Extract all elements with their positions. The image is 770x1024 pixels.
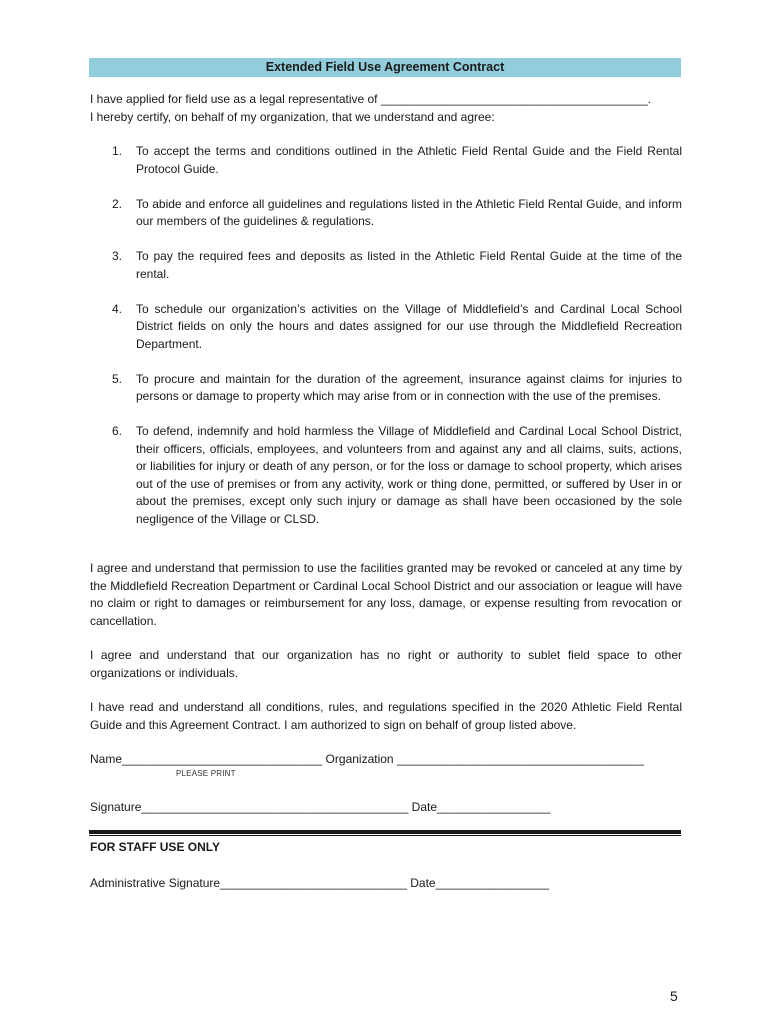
intro-line-representative: I have applied for field use as a legal representative of ________________________________________. bbox=[90, 92, 652, 106]
staff-use-heading: FOR STAFF USE ONLY bbox=[90, 840, 221, 854]
list-text: To schedule our organization’s activities on the Village of Middlefield’s and Cardinal Local School District fields on only the hours and dates assigned for our use through the Middlefield Recreation Department. bbox=[136, 301, 682, 351]
list-item bbox=[112, 196, 682, 231]
list-number: 4. bbox=[112, 301, 123, 316]
list-item bbox=[112, 371, 682, 406]
list-number: 3. bbox=[112, 249, 123, 263]
section-divider-thin bbox=[89, 835, 681, 836]
list-text: To abide and enforce all guidelines and regulations listed in the Athletic Field Rental Guide, and inform our members of the guidelines & regulations. bbox=[136, 196, 682, 228]
page-number: 5 bbox=[670, 988, 678, 1004]
list-text: To accept the terms and conditions outlined in the Athletic Field Rental Guide and the Field Rental Protocol Guide. bbox=[136, 144, 682, 176]
list-number: 5. bbox=[112, 371, 123, 386]
intro-text bbox=[90, 91, 682, 126]
intro-line-certify: I hereby certify, on behalf of my organization, that we understand and agree: bbox=[90, 109, 495, 124]
list-text: To procure and maintain for the duration of the agreement, insurance against claims for injuries to persons or damage to property which may arise from or in connection with the use of the premises. bbox=[136, 371, 682, 403]
sublet-paragraph: I agree and understand that our organization has no right or authority to sublet field space to other organizations or individuals. bbox=[90, 648, 682, 680]
list-text: To pay the required fees and deposits as listed in the Athletic Field Rental Guide at the time of the rental. bbox=[136, 249, 682, 281]
agreement-list bbox=[112, 143, 682, 546]
list-number: 2. bbox=[112, 196, 123, 211]
list-item bbox=[112, 143, 682, 178]
list-number: 6. bbox=[112, 424, 123, 438]
list-item bbox=[112, 423, 682, 528]
administrative-signature-field[interactable]: Administrative Signature____________________________ Date_________________ bbox=[90, 876, 550, 890]
list-text: To defend, indemnify and hold harmless the Village of Middlefield and Cardinal Local School District, their officers, officials, employees, and volunteers from and against any and all claims, suits, actions, or liabilities for injury or death of any person, or for the loss or damage to school property, which arises out of the use of premises or from any activity, work or thing done, permitted, or suffered by User in or about the premises, except only such injury or damage as shall have been occasioned by the sole negligence of the Village or CLSD. bbox=[136, 424, 682, 526]
list-number: 1. bbox=[112, 144, 123, 158]
signature-date-field[interactable]: Signature________________________________________ Date_________________ bbox=[90, 800, 551, 814]
revocation-paragraph: I agree and understand that permission to use the facilities granted may be revoked or canceled at any time by the Middlefield Recreation Department or Cardinal Local School District and our association or league will have no claim or right to damages or reimbursement for any loss, damage, or expense resulting from revocation or cancellation. bbox=[90, 561, 682, 628]
section-divider-thick bbox=[89, 830, 681, 834]
contract-title: Extended Field Use Agreement Contract bbox=[89, 58, 681, 77]
name-organization-field[interactable]: Name______________________________ Organization _____________________________________ bbox=[90, 752, 644, 766]
list-item bbox=[112, 248, 682, 283]
list-item bbox=[112, 301, 682, 354]
please-print-note: PLEASE PRINT bbox=[176, 769, 236, 778]
acknowledgement-paragraph: I have read and understand all conditions, rules, and regulations specified in the 2020 Athletic Field Rental Guide and this Agreement Contract. I am authorized to sign on behalf of group listed above. bbox=[90, 700, 682, 732]
